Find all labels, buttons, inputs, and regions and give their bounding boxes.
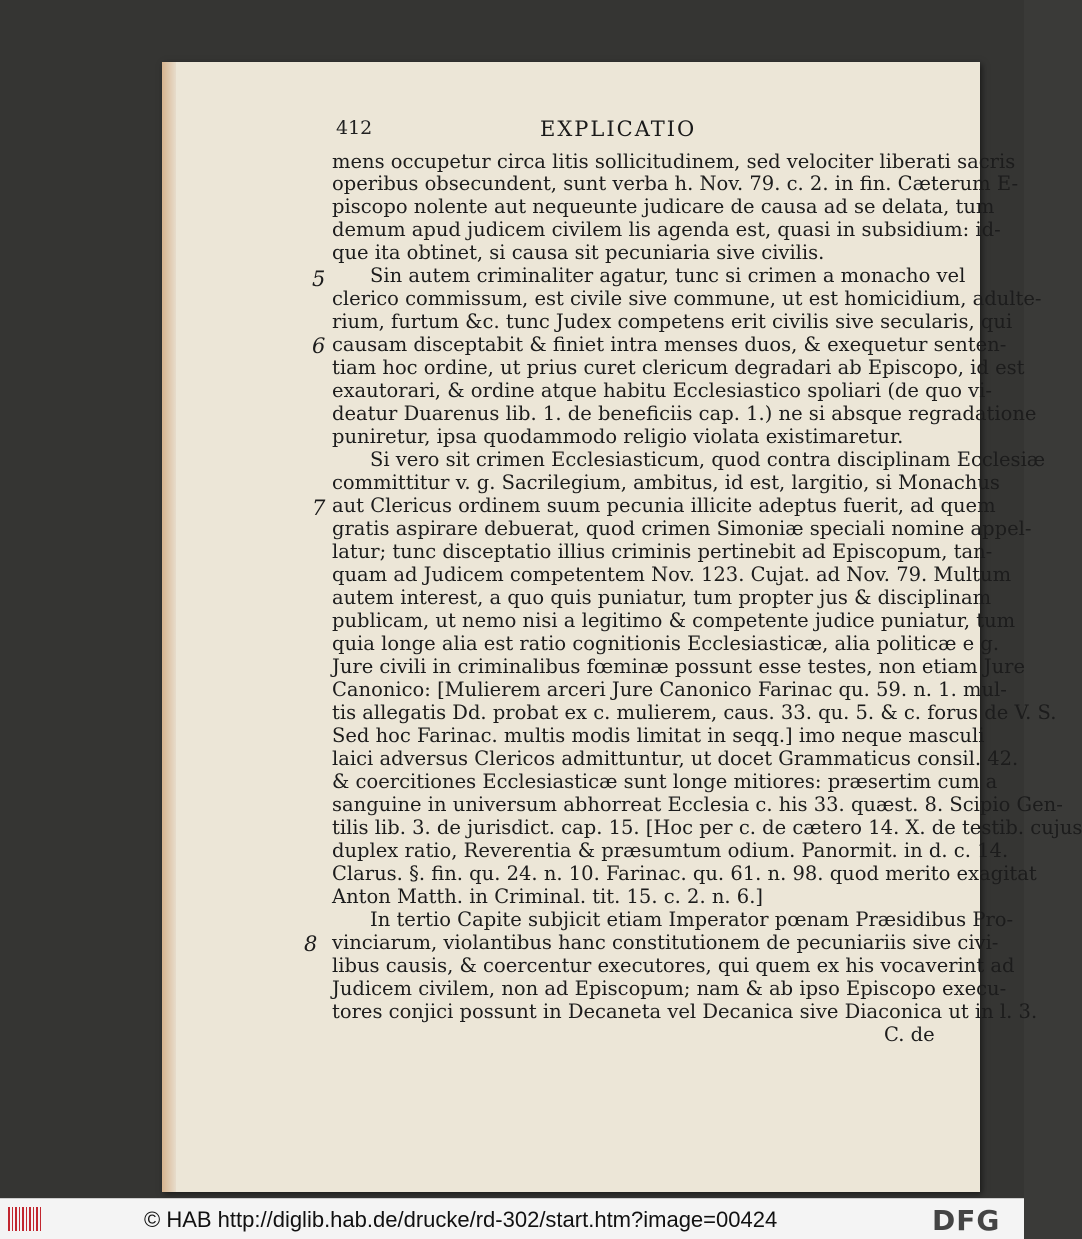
text-line: rium, furtum &c. tunc Judex competens erit civilis sive secularis, qui	[332, 310, 1013, 333]
text-line: piscopo nolente aut nequeunte judicare de causa ad se delata, tum	[332, 195, 995, 218]
margin-number: 7	[312, 496, 326, 520]
text-line: Sin autem criminaliter agatur, tunc si crimen a monacho vel	[370, 264, 966, 287]
text-line: Anton Matth. in Criminal. tit. 15. c. 2. n. 6.]	[332, 885, 764, 908]
text-line: tis allegatis Dd. probat ex c. mulierem, caus. 33. qu. 5. & c. forus de V. S.	[332, 701, 1057, 724]
copyright-link[interactable]: © HAB http://diglib.hab.de/drucke/rd-302/start.htm?image=00424	[144, 1207, 778, 1232]
text-line: In tertio Capite subjicit etiam Imperator pœnam Præsidibus Pro-	[370, 908, 1014, 931]
text-line: demum apud judicem civilem lis agenda est, quasi in subsidium: id-	[332, 218, 1001, 241]
text-line: que ita obtinet, si causa sit pecuniaria sive civilis.	[332, 241, 825, 264]
catchword: C. de	[884, 1023, 935, 1046]
text-line: sanguine in universum abhorreat Ecclesia c. his 33. quæst. 8. Scipio Gen-	[332, 793, 1063, 816]
text-line: aut Clericus ordinem suum pecunia illicite adeptus fuerit, ad quem	[332, 494, 996, 517]
text-line: duplex ratio, Reverentia & præsumtum odium. Panormit. in d. c. 14.	[332, 839, 1009, 862]
text-line: committitur v. g. Sacrilegium, ambitus, id est, largitio, si Monachus	[332, 471, 1000, 494]
margin-number: 5	[312, 267, 326, 291]
text-line: laici adversus Clericos admittuntur, ut docet Grammaticus consil. 42.	[332, 747, 1019, 770]
text-line: Clarus. §. fin. qu. 24. n. 10. Farinac. qu. 61. n. 98. quod merito exagitat	[332, 862, 1037, 885]
text-line: Jure civili in criminalibus fœminæ possunt esse testes, non etiam Jure	[332, 655, 1026, 678]
text-line: quam ad Judicem competentem Nov. 123. Cujat. ad Nov. 79. Multum	[332, 563, 1012, 586]
page-number: 412	[336, 117, 373, 139]
text-line: tilis lib. 3. de jurisdict. cap. 15. [Hoc per c. de cætero 14. X. de testib. cujus	[332, 816, 1082, 839]
text-line: Canonico: [Mulierem arceri Jure Canonico Farinac qu. 59. n. 1. mul-	[332, 678, 1007, 701]
margin-number: 8	[304, 932, 318, 956]
running-head: EXPLICATIO	[540, 117, 697, 141]
text-line: vinciarum, violantibus hanc constitutionem de pecuniariis sive civi-	[332, 931, 999, 954]
text-line: operibus obsecundent, sunt verba h. Nov. 79. c. 2. in fin. Cæterum E-	[332, 172, 1019, 195]
text-line: autem interest, a quo quis puniatur, tum propter jus & disciplinam	[332, 586, 992, 609]
viewer-footer	[0, 1198, 1024, 1239]
text-line: & coercitiones Ecclesiasticæ sunt longe mitiores: præsertim cum a	[332, 770, 998, 793]
text-line: Si vero sit crimen Ecclesiasticum, quod contra disciplinam Ecclesiæ	[370, 448, 1046, 471]
text-line: puniretur, ipsa quodammodo religio violata existimaretur.	[332, 425, 904, 448]
text-line: tiam hoc ordine, ut prius curet clericum degradari ab Episcopo, id est	[332, 356, 1025, 379]
text-line: mens occupetur circa litis sollicitudinem, sed velociter liberati sacris	[332, 150, 1016, 173]
text-line: quia longe alia est ratio cognitionis Ecclesiasticæ, alia politicæ e g.	[332, 632, 1000, 655]
text-line: exautorari, & ordine atque habitu Ecclesiastico spoliari (de quo vi-	[332, 379, 992, 402]
text-line: deatur Duarenus lib. 1. de beneficiis cap. 1.) ne si absque regradatione	[332, 402, 1037, 425]
text-line: latur; tunc disceptatio illius criminis pertinebit ad Episcopum, tan-	[332, 540, 993, 563]
text-line: Sed hoc Farinac. multis modis limitat in seqq.] imo neque masculi	[332, 724, 985, 747]
text-line: causam disceptabit & finiet intra menses duos, & exequetur senten-	[332, 333, 1007, 356]
text-line: publicam, ut nemo nisi a legitimo & competente judice puniatur, tum	[332, 609, 1016, 632]
text-line: Judicem civilem, non ad Episcopum; nam & ab ipso Episcopo execu-	[332, 977, 1007, 1000]
hab-barcode-icon	[8, 1207, 42, 1231]
text-line: tores conjici possunt in Decaneta vel Decanica sive Diaconica ut in l. 3.	[332, 1000, 1038, 1023]
margin-number: 6	[312, 334, 326, 358]
text-line: gratis aspirare debuerat, quod crimen Simoniæ speciali nomine appel-	[332, 517, 1032, 540]
text-line: libus causis, & coercentur executores, qui quem ex his vocaverint ad	[332, 954, 1015, 977]
dfg-logo: DFG	[932, 1204, 1001, 1237]
text-line: clerico commissum, est civile sive commune, ut est homicidium, adulte-	[332, 287, 1042, 310]
